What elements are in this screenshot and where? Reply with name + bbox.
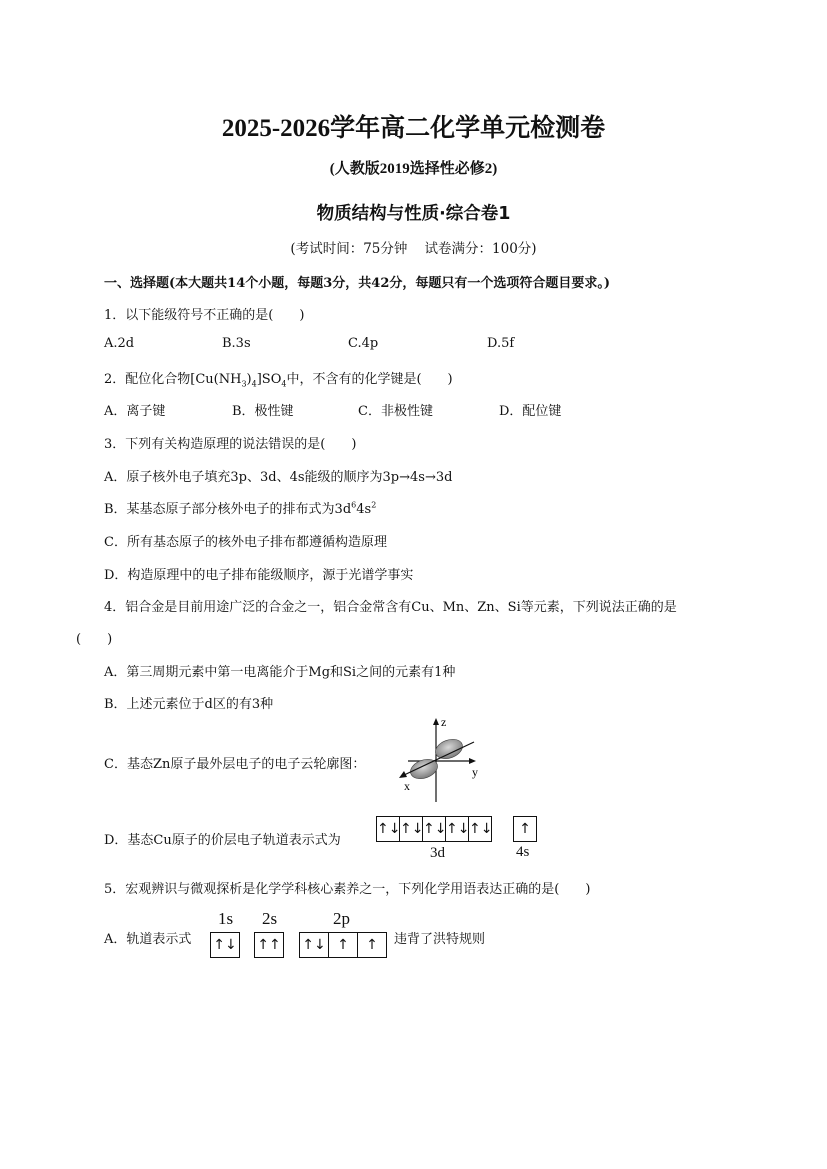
question-4-option-a: A．第三周期元素中第一电离能介于Mg和Si之间的元素有1种 bbox=[104, 665, 456, 680]
question-4-option-d: D．基态Cu原子的价层电子轨道表示式为 bbox=[104, 833, 341, 848]
question-3-option-d: D．构造原理中的电子排布能级顺序，源于光谱学事实 bbox=[104, 568, 414, 583]
question-3-stem: 3．下列有关构造原理的说法错误的是( ) bbox=[104, 437, 357, 452]
question-2-option-d: D．配位键 bbox=[499, 404, 562, 419]
orbital-cell: ↑ bbox=[519, 821, 531, 837]
z-axis-arrow bbox=[433, 718, 439, 725]
question-2-option-b: B．极性键 bbox=[232, 404, 294, 419]
orbital-cell: ↑↓ bbox=[422, 817, 445, 841]
question-5-option-a-suffix: 违背了洪特规则 bbox=[394, 932, 486, 947]
p-orbital-diagram bbox=[396, 714, 488, 806]
exam-title: 2025-2026学年高二化学单元检测卷 bbox=[221, 115, 606, 142]
question-4-stem-line1: 4．铝合金是目前用途广泛的合金之一，铝合金常含有Cu、Mn、Zn、Si等元素，下列说法正确的是 bbox=[104, 600, 677, 615]
section-title: 一、选择题(本大题共14个小题，每题3分，共42分，每题只有一个选项符合题目要求。) bbox=[104, 276, 611, 291]
question-5-option-a-prefix: A．轨道表示式 bbox=[104, 932, 192, 947]
q3-optb-sup-1: 6 bbox=[351, 500, 357, 510]
question-2-option-c: C．非极性键 bbox=[358, 404, 433, 419]
label-3d: 3d bbox=[430, 845, 445, 861]
question-1-option-d: D.5f bbox=[487, 336, 515, 351]
orbital-cell: ↑↓ bbox=[302, 937, 326, 953]
orbital-cell: ↑↓ bbox=[468, 817, 491, 841]
question-1-option-a: A.2d bbox=[104, 336, 135, 351]
question-4-option-c: C．基态Zn原子最外层电子的电子云轮廓图： bbox=[104, 757, 366, 772]
question-5-stem: 5．宏观辨识与微观探析是化学学科核心素养之一，下列化学用语表达正确的是( ) bbox=[104, 882, 591, 897]
q3-optb-sup-2: 2 bbox=[371, 500, 377, 510]
q2-stem-suffix: 中，不含有的化学键是( ) bbox=[286, 372, 453, 387]
q2-sub-1: 3 bbox=[241, 379, 247, 389]
orbital-cell: ↑↓ bbox=[445, 817, 468, 841]
q2-sub-2: 4 bbox=[251, 379, 257, 389]
label-4s: 4s bbox=[516, 844, 530, 860]
q2-stem-prefix: 2．配位化合物[Cu(NH bbox=[104, 372, 242, 387]
axis-label-y: y bbox=[472, 765, 478, 779]
question-3-option-b bbox=[104, 498, 376, 517]
paper-name: 物质结构与性质·综合卷1 bbox=[316, 204, 511, 224]
exam-subtitle: (人教版2019选择性必修2) bbox=[329, 161, 498, 177]
question-2-option-a: A．离子键 bbox=[104, 404, 166, 419]
orbital-box-2s bbox=[254, 932, 284, 958]
question-3-option-c: C．所有基态原子的核外电子排布都遵循构造原理 bbox=[104, 535, 387, 550]
orbital-cell: ↑↓ bbox=[399, 817, 422, 841]
orbital-cell: ↑↓ bbox=[213, 937, 237, 953]
q3-optb-mid: 4s bbox=[356, 502, 372, 517]
q2-stem-mid-1: ) bbox=[246, 372, 252, 387]
orbital-cell: ↑↑ bbox=[257, 937, 281, 953]
question-4-option-b: B．上述元素位于d区的有3种 bbox=[104, 697, 274, 712]
orbital-box-2p bbox=[299, 932, 387, 958]
orbital-cell: ↑ bbox=[357, 933, 386, 957]
orbital-box-3d bbox=[376, 816, 492, 842]
question-3-option-a: A．原子核外电子填充3p、3d、4s能级的顺序为3p→4s→3d bbox=[104, 470, 453, 485]
question-1-stem: 1．以下能级符号不正确的是( ) bbox=[104, 308, 305, 323]
label-1s: 1s bbox=[218, 909, 234, 928]
question-1-option-b: B.3s bbox=[222, 336, 251, 351]
label-2s: 2s bbox=[262, 909, 278, 928]
orbital-cell: ↑ bbox=[328, 933, 357, 957]
q2-stem-mid-2: ]SO bbox=[256, 372, 282, 387]
question-2-stem bbox=[104, 368, 453, 389]
orbital-box-4s bbox=[513, 816, 537, 842]
q3-optb-prefix: B．某基态原子部分核外电子的排布式为3d bbox=[104, 502, 352, 517]
question-4-stem-line2: ( ) bbox=[76, 632, 113, 647]
axis-label-x: x bbox=[404, 779, 410, 793]
label-2p: 2p bbox=[333, 909, 350, 928]
orbital-cell: ↑↓ bbox=[377, 821, 401, 837]
exam-info: (考试时间：75分钟 试卷满分：100分) bbox=[290, 241, 537, 257]
y-axis-arrow bbox=[469, 758, 476, 764]
question-1-option-c: C.4p bbox=[348, 336, 379, 351]
orbital-box-1s bbox=[210, 932, 240, 958]
axis-label-z: z bbox=[441, 715, 447, 729]
q2-sub-3: 4 bbox=[281, 379, 287, 389]
